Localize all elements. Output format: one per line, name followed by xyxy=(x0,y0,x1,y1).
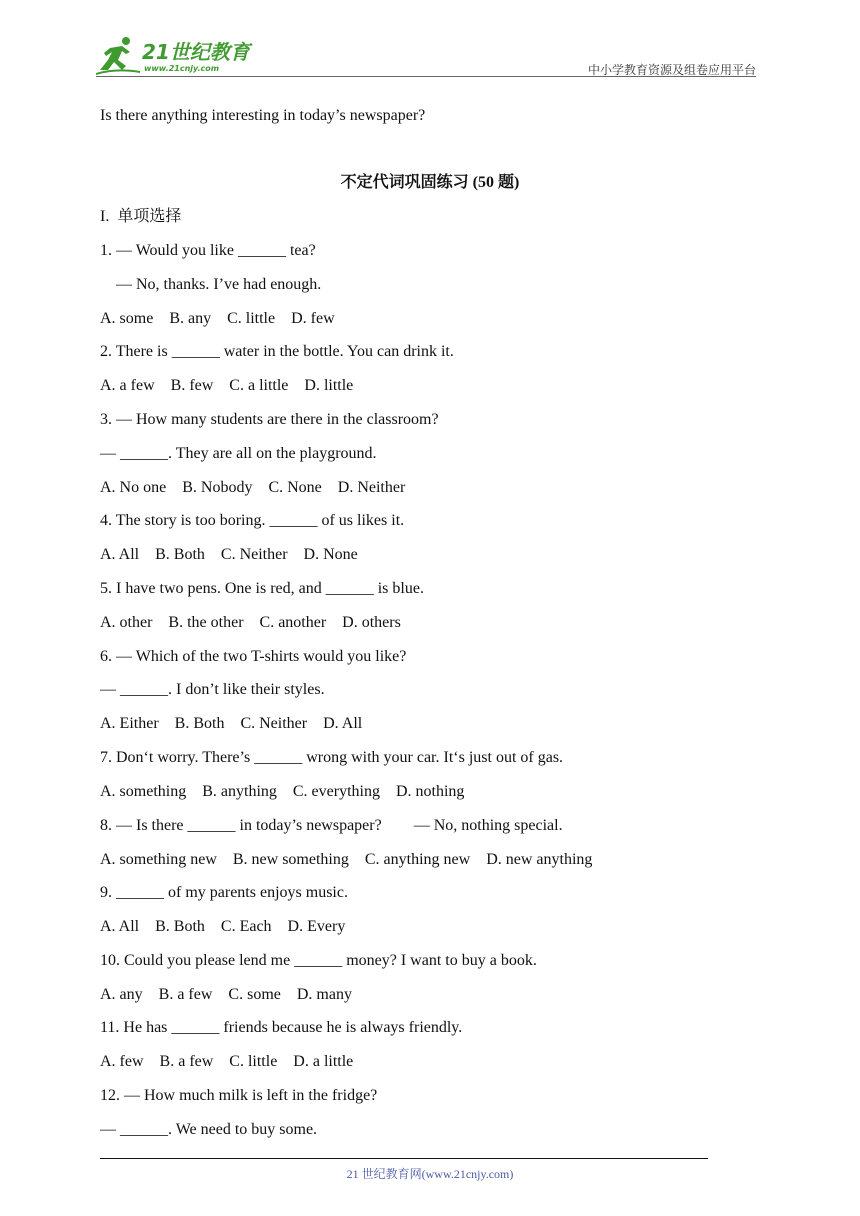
question-line: 10. Could you please lend me ______ money? I want to buy a book. xyxy=(100,952,537,969)
question-line: 5. I have two pens. One is red, and ______ is blue. xyxy=(100,580,424,597)
platform-name: 中小学教育资源及组卷应用平台 xyxy=(587,63,756,77)
question-line: — ______. We need to buy some. xyxy=(100,1121,318,1138)
intro-line: Is there anything interesting in today’s newspaper? xyxy=(100,107,426,124)
options-line: A. No one B. Nobody C. None D. Neither xyxy=(100,479,406,496)
options-line: A. All B. Both C. Each D. Every xyxy=(100,918,346,935)
options-line: A. some B. any C. little D. few xyxy=(100,310,335,327)
footer-link[interactable]: 21 世纪教育网(www.21cnjy.com) xyxy=(346,1167,514,1181)
question-line: 7. Don‘t worry. There’s ______ wrong with your car. It‘s just out of gas. xyxy=(100,749,564,766)
logo-url: www.21cnjy.com xyxy=(144,64,220,73)
question-line: — ______. They are all on the playground. xyxy=(100,445,377,462)
question-line: 3. — How many students are there in the classroom? xyxy=(100,411,439,428)
page-title: 不定代词巩固练习 (50 题) xyxy=(340,174,520,191)
question-line: 8. — Is there ______ in today’s newspaper? — No, nothing special. xyxy=(100,817,563,834)
question-line: 11. He has ______ friends because he is always friendly. xyxy=(100,1019,463,1036)
question-line: 2. There is ______ water in the bottle. You can drink it. xyxy=(100,343,454,360)
runner-logo-icon xyxy=(96,34,142,78)
question-line: — No, thanks. I’ve had enough. xyxy=(100,276,322,293)
logo xyxy=(96,34,266,78)
options-line: A. Either B. Both C. Neither D. All xyxy=(100,715,363,732)
header-divider xyxy=(96,76,756,77)
question-line: 12. — How much milk is left in the fridge? xyxy=(100,1087,378,1104)
question-line: — ______. I don’t like their styles. xyxy=(100,681,325,698)
options-line: A. any B. a few C. some D. many xyxy=(100,986,352,1003)
options-line: A. a few B. few C. a little D. little xyxy=(100,377,354,394)
page-header xyxy=(96,28,756,80)
options-line: A. few B. a few C. little D. a little xyxy=(100,1053,354,1070)
footer-divider xyxy=(100,1158,708,1159)
question-line: 4. The story is too boring. ______ of us likes it. xyxy=(100,512,405,529)
options-line: A. other B. the other C. another D. others xyxy=(100,614,401,631)
options-line: A. All B. Both C. Neither D. None xyxy=(100,546,358,563)
question-line: 6. — Which of the two T-shirts would you like? xyxy=(100,648,407,665)
options-line: A. something new B. new something C. anything new D. new anything xyxy=(100,851,593,868)
question-line: 9. ______ of my parents enjoys music. xyxy=(100,884,348,901)
question-line: 1. — Would you like ______ tea? xyxy=(100,242,316,259)
logo-text: 21世纪教育 xyxy=(142,40,250,64)
options-line: A. something B. anything C. everything D. nothing xyxy=(100,783,465,800)
section-heading: I. 单项选择 xyxy=(100,208,182,225)
